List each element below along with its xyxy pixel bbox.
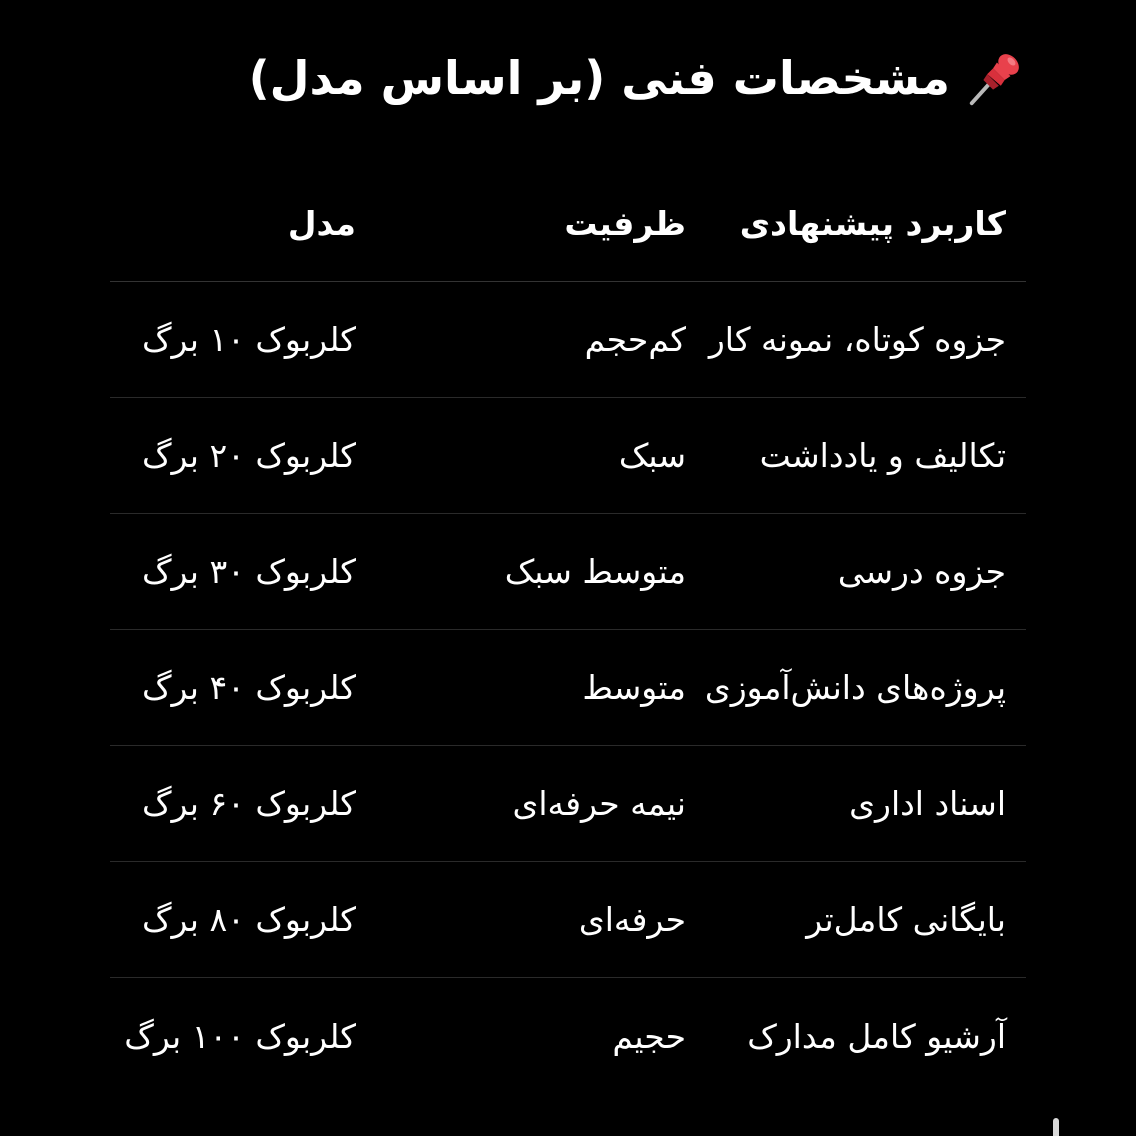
header-usage: کاربرد پیشنهادی (739, 203, 1006, 243)
table-row (110, 630, 1026, 746)
table-row (110, 514, 1026, 630)
cell-capacity: کم‌حجم (584, 320, 686, 359)
cell-usage: بایگانی کامل‌تر (806, 900, 1006, 939)
table-header-row (110, 165, 1026, 282)
cell-usage: آرشیو کامل مدارک (747, 1016, 1006, 1056)
table-row (110, 862, 1026, 978)
header-model: مدل (287, 203, 356, 243)
scrollbar-thumb[interactable] (1053, 1118, 1059, 1136)
cell-capacity: نیمه حرفه‌ای (512, 784, 686, 823)
table-row (110, 282, 1026, 398)
table-row (110, 978, 1026, 1094)
cell-capacity: حجیم (612, 1016, 686, 1056)
cell-model: کلربوک ۴۰ برگ (142, 668, 356, 707)
cell-model: کلربوک ۱۰ برگ (142, 320, 356, 359)
cell-capacity: سبک (618, 436, 686, 475)
cell-model: کلربوک ۶۰ برگ (142, 784, 356, 823)
cell-capacity: حرفه‌ای (578, 900, 686, 939)
cell-usage: اسناد اداری (849, 784, 1006, 823)
pushpin-icon (964, 47, 1026, 109)
cell-model: کلربوک ۱۰۰ برگ (124, 1016, 356, 1056)
cell-usage: جزوه درسی (837, 552, 1006, 591)
cell-capacity: متوسط سبک (504, 552, 686, 591)
cell-usage: تکالیف و یادداشت (759, 436, 1006, 475)
cell-model: کلربوک ۲۰ برگ (142, 436, 356, 475)
cell-usage: پروژه‌های دانش‌آموزی (704, 668, 1006, 707)
table-row (110, 746, 1026, 862)
title-text: مشخصات فنی (بر اساس مدل) (248, 51, 950, 105)
header-capacity: ظرفیت (564, 203, 686, 243)
cell-model: کلربوک ۸۰ برگ (142, 900, 356, 939)
cell-model: کلربوک ۳۰ برگ (142, 552, 356, 591)
table-row (110, 398, 1026, 514)
cell-capacity: متوسط (582, 668, 686, 707)
page-title (249, 38, 1026, 118)
spec-table (110, 165, 1026, 1094)
cell-usage: جزوه کوتاه، نمونه کار (708, 320, 1006, 359)
